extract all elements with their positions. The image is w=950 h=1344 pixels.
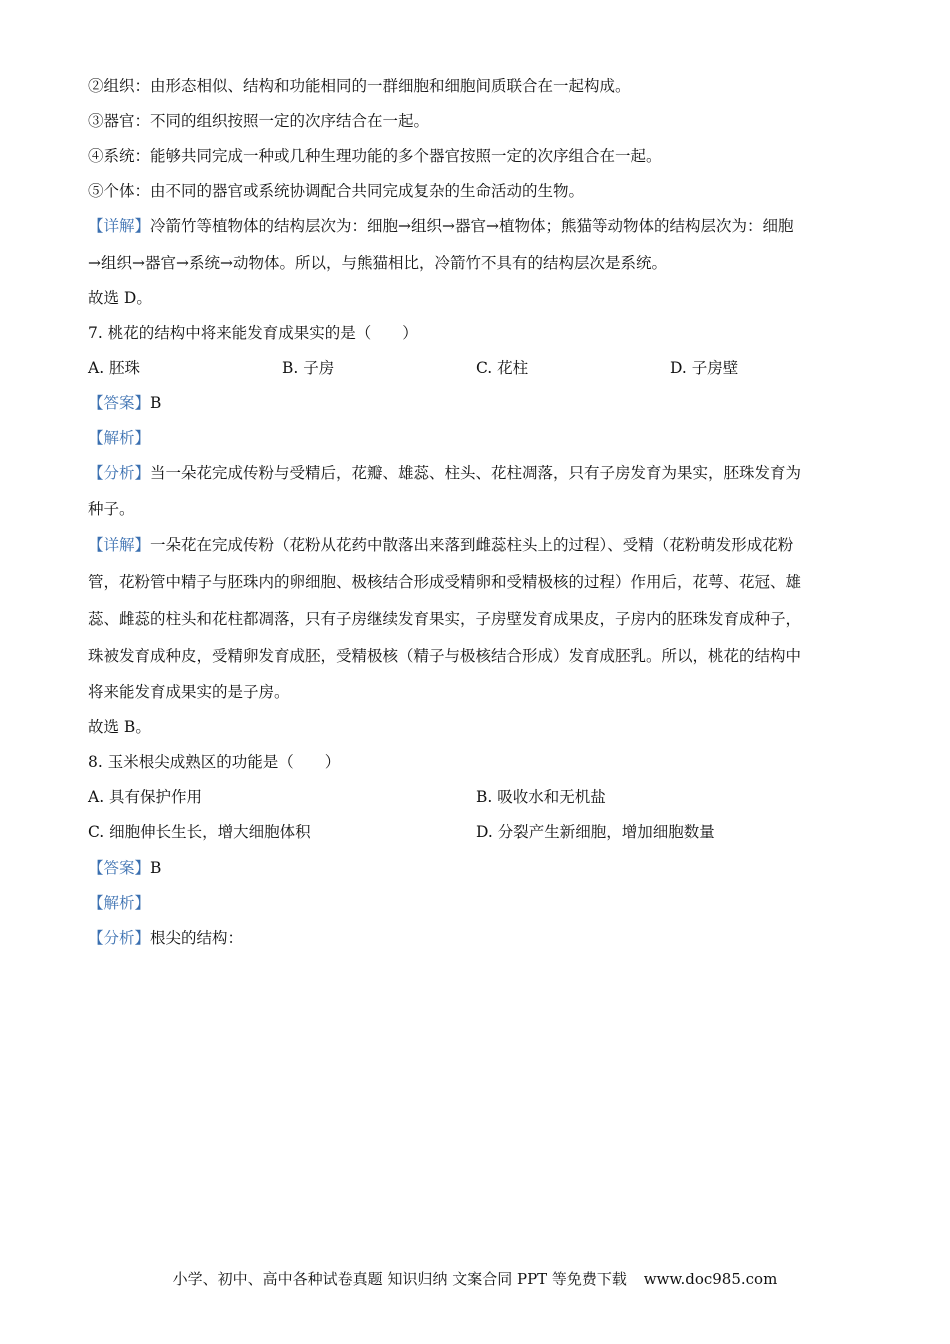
q7-detail-line-4: 珠被发育成种皮，受精卵发育成胚，受精极核（精子与极核结合形成）发育成胚乳。所以，桃花的结构中 bbox=[88, 647, 802, 665]
fenxi-tag: 【分析】 bbox=[88, 464, 151, 482]
q8-option-b: B. 吸收水和无机盐 bbox=[476, 788, 606, 806]
q7-conclusion: 故选 B。 bbox=[88, 718, 151, 736]
definition-tissue: ②组织：由形态相似、结构和功能相同的一群细胞和细胞间质联合在一起构成。 bbox=[88, 77, 631, 95]
q8-answer-value: B bbox=[150, 859, 162, 877]
analysis-tag: 【解析】 bbox=[88, 894, 151, 912]
q7-detail-line-2: 管，花粉管中精子与胚珠内的卵细胞、极核结合形成受精卵和受精极核的过程）作用后，花萼、花冠、雄 bbox=[88, 573, 802, 591]
q8-option-d: D. 分裂产生新细胞，增加细胞数量 bbox=[476, 823, 715, 841]
q6-detail-line-2: →组织→器官→系统→动物体。所以，与熊猫相比，冷箭竹不具有的结构层次是系统。 bbox=[88, 254, 667, 272]
q7-analysis-tag bbox=[88, 427, 150, 449]
q7-answer bbox=[88, 392, 161, 414]
q7-option-d: D. 子房壁 bbox=[670, 359, 739, 377]
q8-analysis-tag bbox=[88, 892, 150, 914]
q6-detail-line-1 bbox=[88, 215, 793, 237]
q7-option-a: A. 胚珠 bbox=[88, 359, 141, 377]
q8-answer bbox=[88, 857, 161, 879]
q7-fenxi-line-2: 种子。 bbox=[88, 500, 135, 518]
definition-individual: ⑤个体：由不同的器官或系统协调配合共同完成复杂的生命活动的生物。 bbox=[88, 182, 585, 200]
page-footer bbox=[0, 1268, 950, 1290]
q7-fenxi-line-1 bbox=[88, 462, 801, 484]
q8-option-a: A. 具有保护作用 bbox=[88, 788, 203, 806]
q7-detail-text: 一朵花在完成传粉（花粉从花药中散落出来落到雌蕊柱头上的过程）、受精（花粉萌发形成花粉 bbox=[150, 536, 794, 554]
answer-tag: 【答案】 bbox=[88, 394, 151, 412]
q7-question: 7. 桃花的结构中将来能发育成果实的是（ ） bbox=[88, 324, 418, 342]
q7-answer-value: B bbox=[150, 394, 162, 412]
analysis-tag: 【解析】 bbox=[88, 429, 151, 447]
q8-fenxi bbox=[88, 927, 243, 949]
q7-option-b: B. 子房 bbox=[282, 359, 335, 377]
q8-option-c: C. 细胞伸长生长，增大细胞体积 bbox=[88, 823, 311, 841]
q6-conclusion: 故选 D。 bbox=[88, 289, 152, 307]
footer-url-link[interactable]: www.doc985.com bbox=[643, 1270, 778, 1288]
q7-option-c: C. 花柱 bbox=[476, 359, 529, 377]
q7-detail-line-1 bbox=[88, 534, 793, 556]
definition-organ: ③器官：不同的组织按照一定的次序结合在一起。 bbox=[88, 112, 430, 130]
answer-tag: 【答案】 bbox=[88, 859, 151, 877]
q7-fenxi-text: 当一朵花完成传粉与受精后，花瓣、雄蕊、柱头、花柱凋落，只有子房发育为果实，胚珠发育为 bbox=[150, 464, 802, 482]
q7-detail-line-5: 将来能发育成果实的是子房。 bbox=[88, 683, 290, 701]
definition-system: ④系统：能够共同完成一种或几种生理功能的多个器官按照一定的次序组合在一起。 bbox=[88, 147, 662, 165]
q8-question: 8. 玉米根尖成熟区的功能是（ ） bbox=[88, 753, 341, 771]
fenxi-tag: 【分析】 bbox=[88, 929, 151, 947]
detail-tag: 【详解】 bbox=[88, 536, 151, 554]
q7-detail-line-3: 蕊、雌蕊的柱头和花柱都凋落，只有子房继续发育果实，子房壁发育成果皮，子房内的胚珠发育成种子， bbox=[88, 610, 802, 628]
detail-tag: 【详解】 bbox=[88, 217, 151, 235]
q6-detail-text: 冷箭竹等植物体的结构层次为：细胞→组织→器官→植物体；熊猫等动物体的结构层次为：细胞 bbox=[150, 217, 794, 235]
q8-fenxi-text: 根尖的结构： bbox=[150, 929, 244, 947]
footer-text: 小学、初中、高中各种试卷真题 知识归纳 文案合同 PPT 等免费下载 bbox=[172, 1270, 627, 1288]
